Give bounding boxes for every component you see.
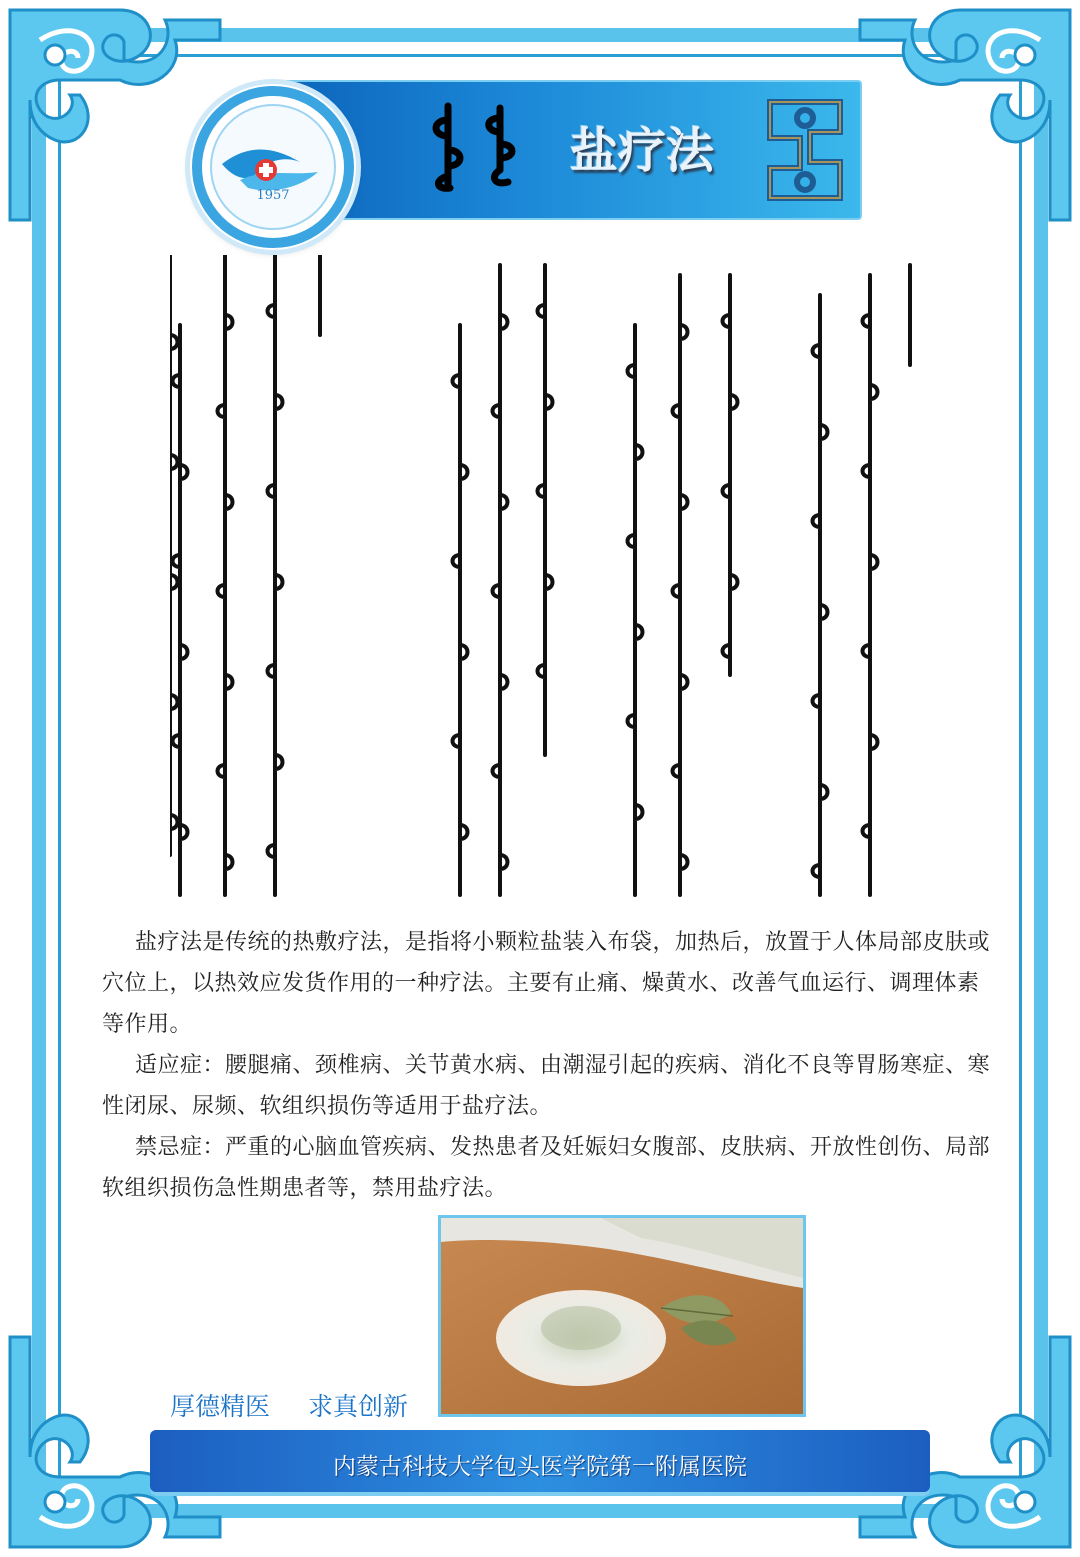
institution-name: 内蒙古科技大学包头医学院第一附属医院	[333, 1454, 747, 1480]
intro-paragraph: 盐疗法是传统的热敷疗法，是指将小颗粒盐装入布袋，加热后，放置于人体局部皮肤或穴位上，以热效应发货作用的一种疗法。主要有止痛、燥黄水、改善气血运行、调理体素等作用。	[102, 930, 991, 1037]
indications-paragraph: 适应症：腰腿痛、颈椎病、关节黄水病、由潮湿引起的疾病、消化不良等胃肠寒症、寒性闭尿、尿频、软组织损伤等适用于盐疗法。	[102, 1053, 991, 1119]
description-text	[102, 922, 992, 1209]
footer-banner	[150, 1430, 930, 1496]
motto-phrase: 求真创新	[307, 1392, 408, 1421]
corner-ornament-icon	[850, 0, 1080, 230]
salt-photo	[438, 1215, 806, 1417]
page-title: 盐疗法	[570, 125, 715, 178]
mongolian-title-icon	[420, 100, 530, 192]
motto	[170, 1387, 438, 1423]
logo-year: 1957	[256, 188, 290, 203]
knot-pattern-icon	[750, 82, 860, 218]
motto-phrase: 厚德精医	[170, 1392, 271, 1421]
mongolian-text-block	[170, 255, 930, 905]
hospital-logo-icon	[190, 84, 356, 250]
contraindications-paragraph: 禁忌症：严重的心脑血管疾病、发热患者及妊娠妇女腹部、皮肤病、开放性创伤、局部软组织损伤急性期患者等，禁用盐疗法。	[102, 1135, 991, 1201]
